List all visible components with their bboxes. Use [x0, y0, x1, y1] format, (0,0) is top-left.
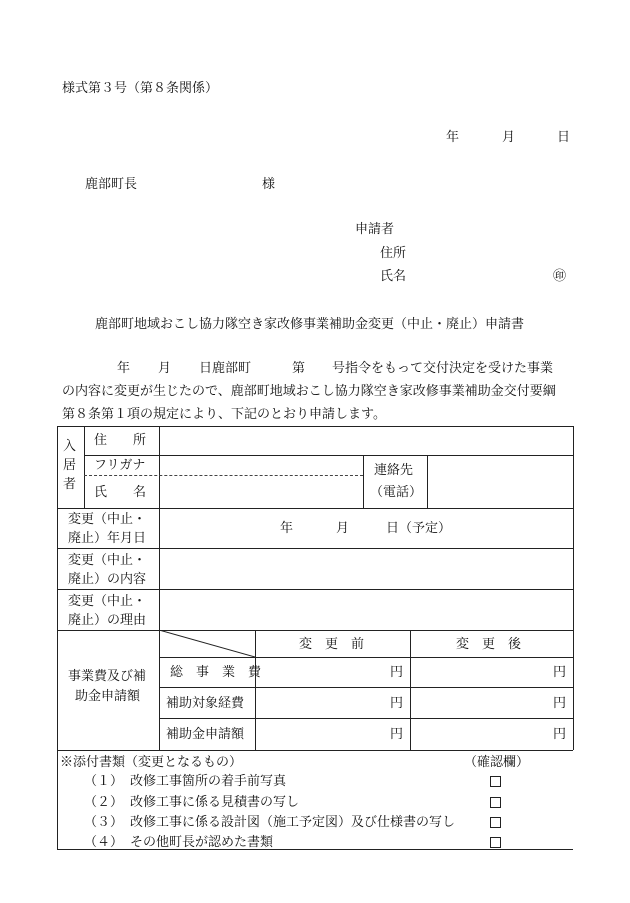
yen-unit: 円: [553, 665, 567, 680]
check-column-heading: （確認欄）: [464, 755, 530, 770]
after-header: 変 更 後: [456, 637, 522, 652]
diagonal-line: [159, 630, 255, 657]
yen-unit: 円: [553, 727, 567, 742]
body-year: 年: [117, 361, 131, 376]
attachment-num: （１）: [84, 774, 124, 789]
attachment-text: その他町長が認めた書類: [130, 835, 274, 850]
attachment-text: 改修工事箇所の着手前写真: [130, 774, 287, 789]
yen-unit: 円: [390, 665, 404, 680]
resident-label-char-1: 入: [63, 439, 77, 454]
applicant-address-label: 住所: [380, 246, 407, 261]
total-cost-label: 総 事 業 費: [170, 665, 262, 680]
planned-day-label: 日（予定）: [386, 521, 452, 536]
planned-month-label: 月: [336, 521, 350, 536]
change-date-label-2: 廃止）年月日: [68, 531, 147, 546]
form-number: 様式第３号（第８条関係）: [62, 81, 219, 96]
budget-label-2: 助金申請額: [75, 689, 141, 704]
planned-year-label: 年: [280, 521, 294, 536]
attachment-text: 改修工事に係る見積書の写し: [130, 795, 300, 810]
yen-unit: 円: [390, 727, 404, 742]
attachment-checkbox[interactable]: [490, 776, 501, 787]
eligible-cost-label: 補助対象経費: [166, 696, 245, 711]
budget-label-1: 事業費及び補: [68, 669, 147, 684]
attachment-checkbox[interactable]: [490, 797, 501, 808]
change-reason-label-2: 廃止）の理由: [68, 613, 147, 628]
body-day-town: 日鹿部町: [199, 361, 252, 376]
applicant-label: 申請者: [355, 222, 395, 237]
change-content-label-2: 廃止）の内容: [68, 572, 147, 587]
attachment-checkbox[interactable]: [490, 817, 501, 828]
body-line1-rest: 号指令をもって交付決定を受けた事業: [332, 361, 554, 376]
date-month-label: 月: [502, 130, 516, 145]
seal-mark: ㊞: [553, 269, 567, 284]
change-date-label-1: 変更（中止・: [68, 512, 147, 527]
addressee-honorific: 様: [262, 177, 276, 192]
contact-phone-label: （電話）: [370, 485, 423, 500]
document-title: 鹿部町地域おこし協力隊空き家改修事業補助金変更（中止・廃止）申請書: [95, 317, 525, 332]
attachment-num: （４）: [84, 835, 124, 850]
yen-unit: 円: [553, 696, 567, 711]
attachment-checkbox[interactable]: [490, 837, 501, 848]
furigana-label: フリガナ: [94, 458, 146, 473]
name-label: 氏 名: [94, 485, 147, 500]
addressee-name: 鹿部町長: [85, 177, 138, 192]
attachment-num: （３）: [84, 815, 124, 830]
applicant-name-label: 氏名: [380, 269, 407, 284]
date-year-label: 年: [446, 130, 460, 145]
resident-label-char-3: 者: [63, 477, 77, 492]
attachment-num: （２）: [84, 795, 124, 810]
address-label: 住 所: [94, 433, 147, 448]
body-line2: の内容に変更が生じたので、鹿部町地域おこし協力隊空き家改修事業補助金交付要綱: [62, 384, 556, 399]
body-month: 月: [158, 361, 172, 376]
attachment-text: 改修工事に係る設計図（施工予定図）及び仕様書の写し: [130, 815, 456, 830]
contact-label: 連絡先: [374, 463, 414, 478]
resident-label-char-2: 居: [63, 458, 77, 473]
attachments-heading: ※添付書類（変更となるもの）: [60, 755, 243, 770]
before-header: 変 更 前: [299, 637, 365, 652]
date-day-label: 日: [557, 130, 571, 145]
yen-unit: 円: [390, 696, 404, 711]
subsidy-amount-label: 補助金申請額: [166, 727, 245, 742]
body-line3: 第８条第１項の規定により、下記のとおり申請します。: [62, 407, 386, 422]
body-dai: 第: [292, 361, 306, 376]
change-content-label-1: 変更（中止・: [68, 553, 147, 568]
change-reason-label-1: 変更（中止・: [68, 594, 147, 609]
